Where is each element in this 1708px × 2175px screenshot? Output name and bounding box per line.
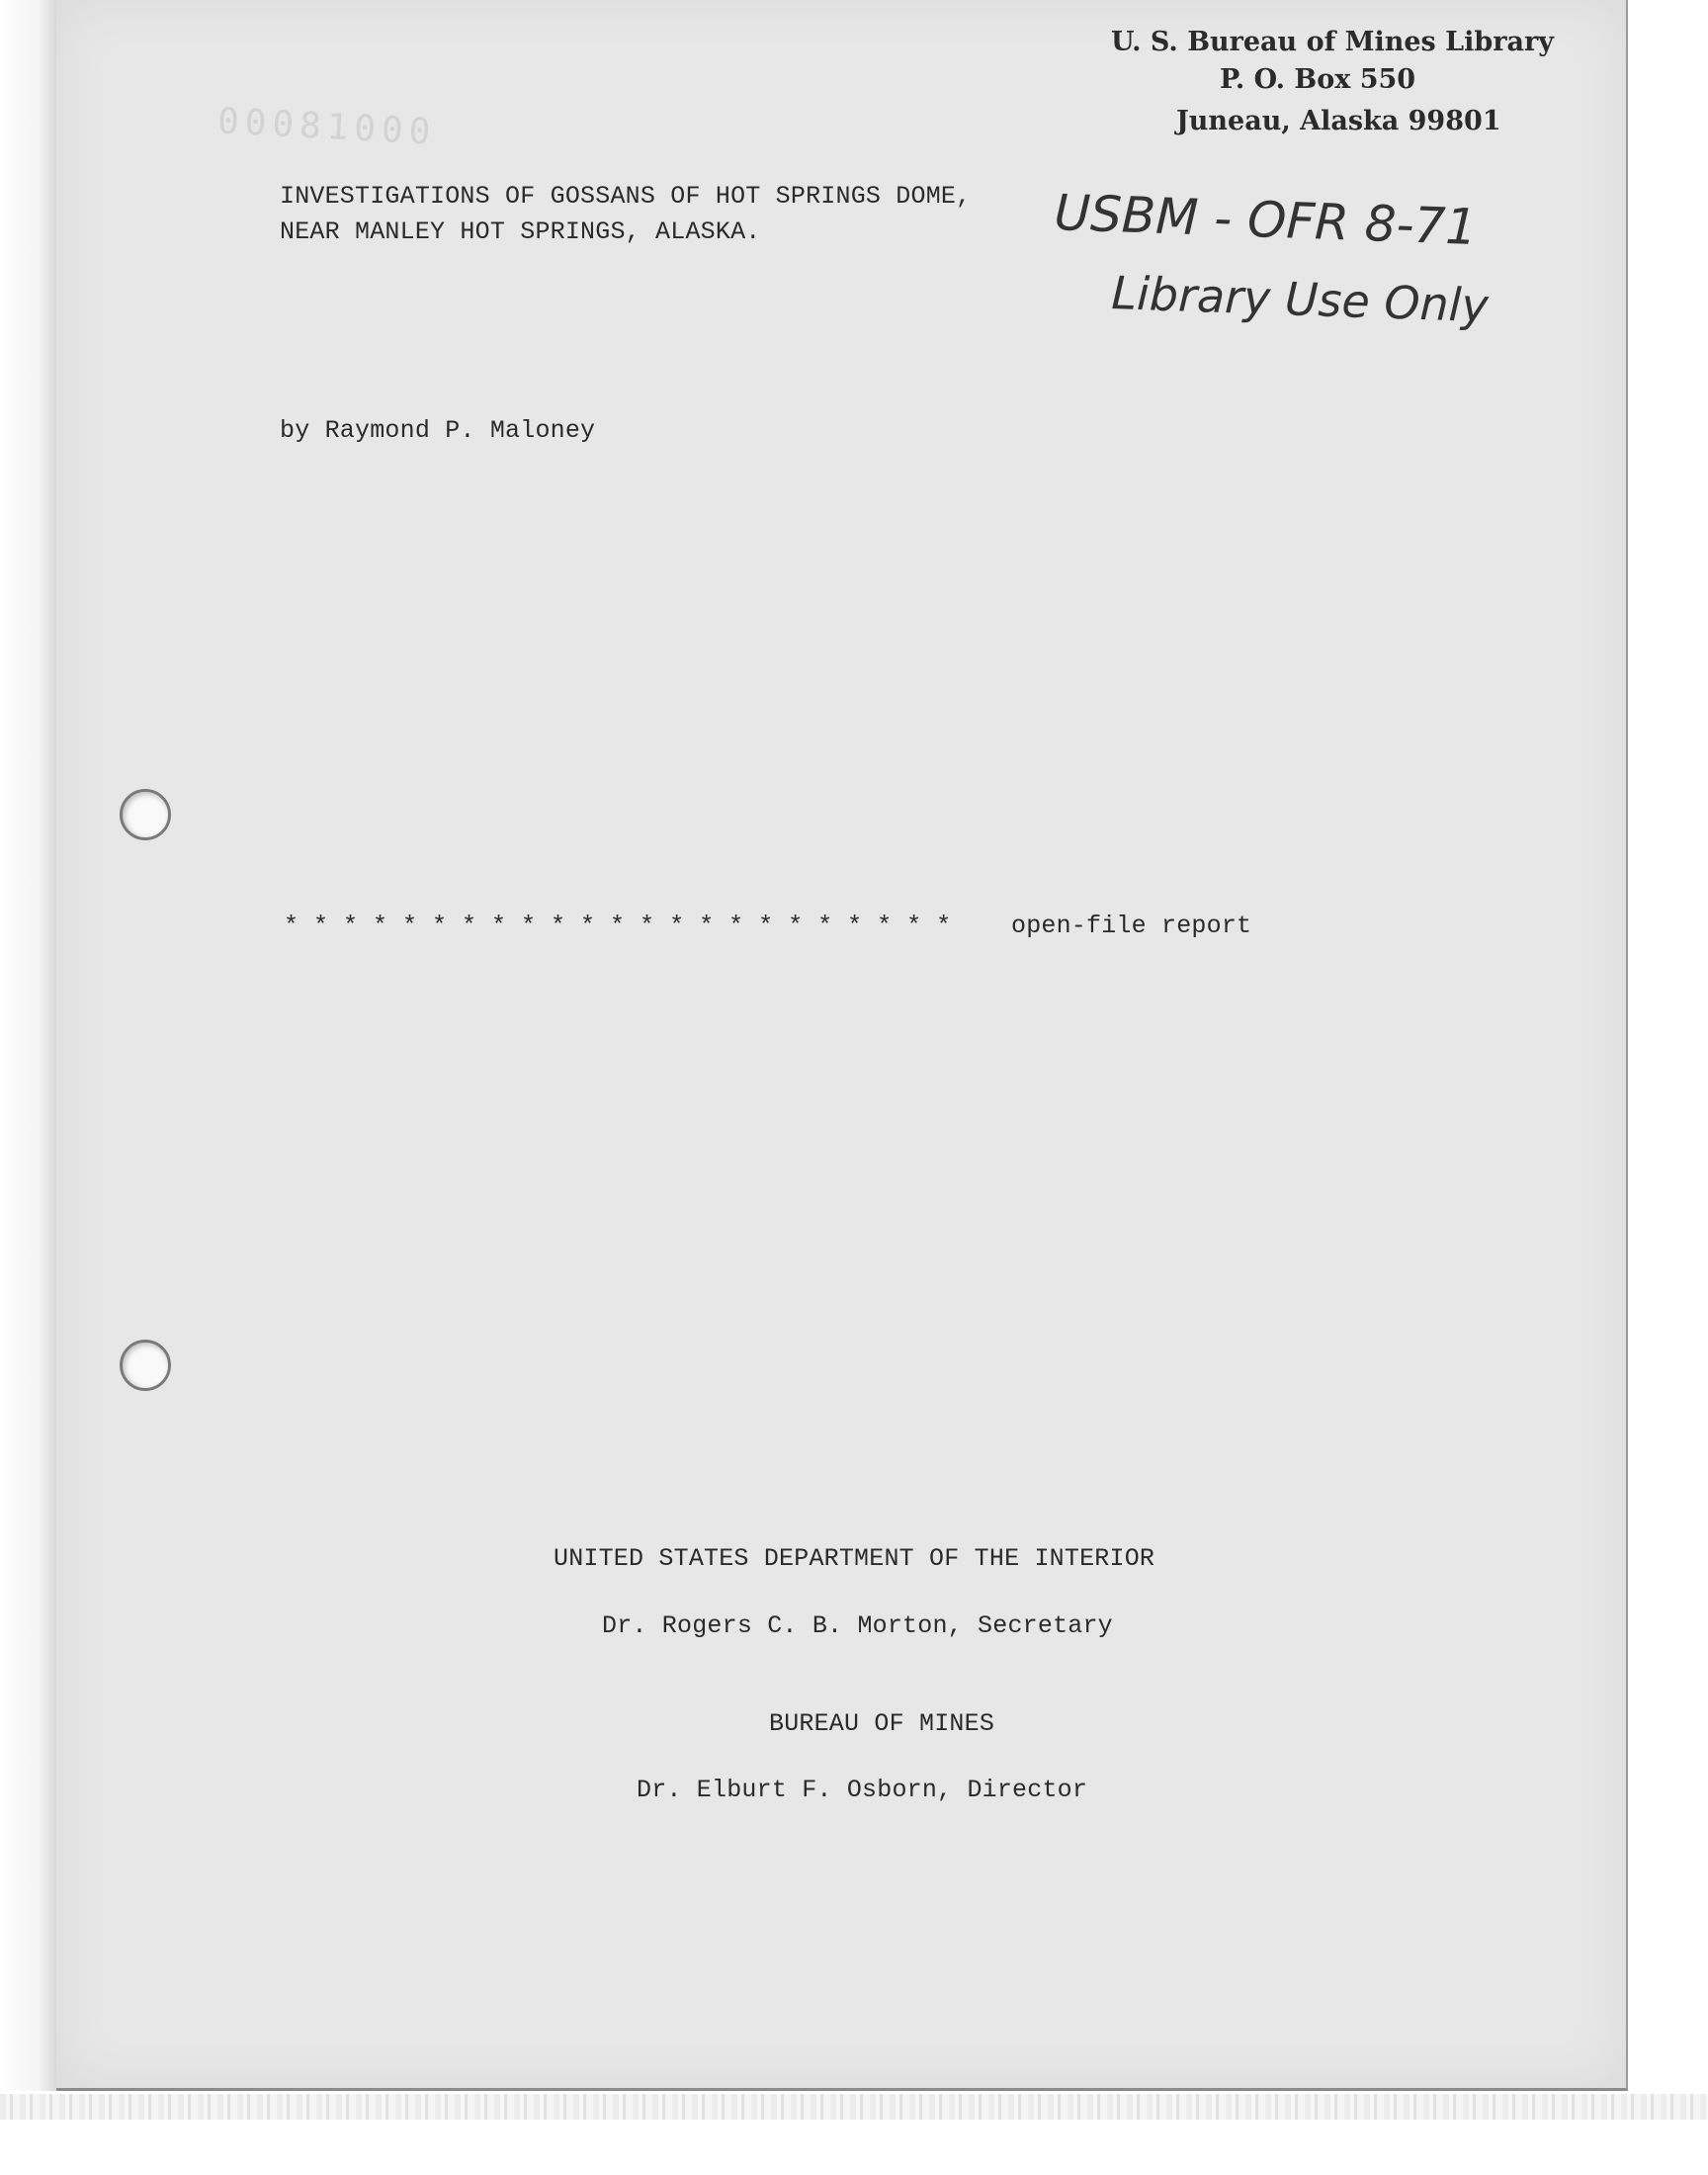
handwritten-library-use-only: Library Use Only [1110,266,1490,333]
scan-bottom-strip [0,2094,1708,2120]
scan-left-edge [0,0,56,2091]
secretary-line: Dr. Rogers C. B. Morton, Secretary [602,1611,1113,1640]
open-file-report-label: open-file report [1011,912,1252,940]
library-stamp-line-3: Juneau, Alaska 99801 [1176,106,1501,136]
department-heading: UNITED STATES DEPARTMENT OF THE INTERIOR [554,1544,1155,1573]
bureau-heading: BUREAU OF MINES [769,1709,995,1738]
report-title-line-2: NEAR MANLEY HOT SPRINGS, ALASKA. [280,218,761,246]
binder-hole-top [120,789,171,840]
author-line: by Raymond P. Maloney [280,416,596,445]
asterisk-divider: * * * * * * * * * * * * * * * * * * * * * * * [284,912,952,940]
report-title-line-1: INVESTIGATIONS OF GOSSANS OF HOT SPRINGS DOME, [280,182,972,211]
faint-accession-number: 00081000 [216,101,438,153]
binder-hole-bottom [120,1340,171,1391]
library-stamp-line-1: U. S. Bureau of Mines Library [1111,27,1554,57]
library-stamp-line-2: P. O. Box 550 [1220,64,1416,95]
director-line: Dr. Elburt F. Osborn, Director [637,1776,1088,1804]
handwritten-ofr-number: USBM - OFR 8-71 [1053,184,1479,256]
